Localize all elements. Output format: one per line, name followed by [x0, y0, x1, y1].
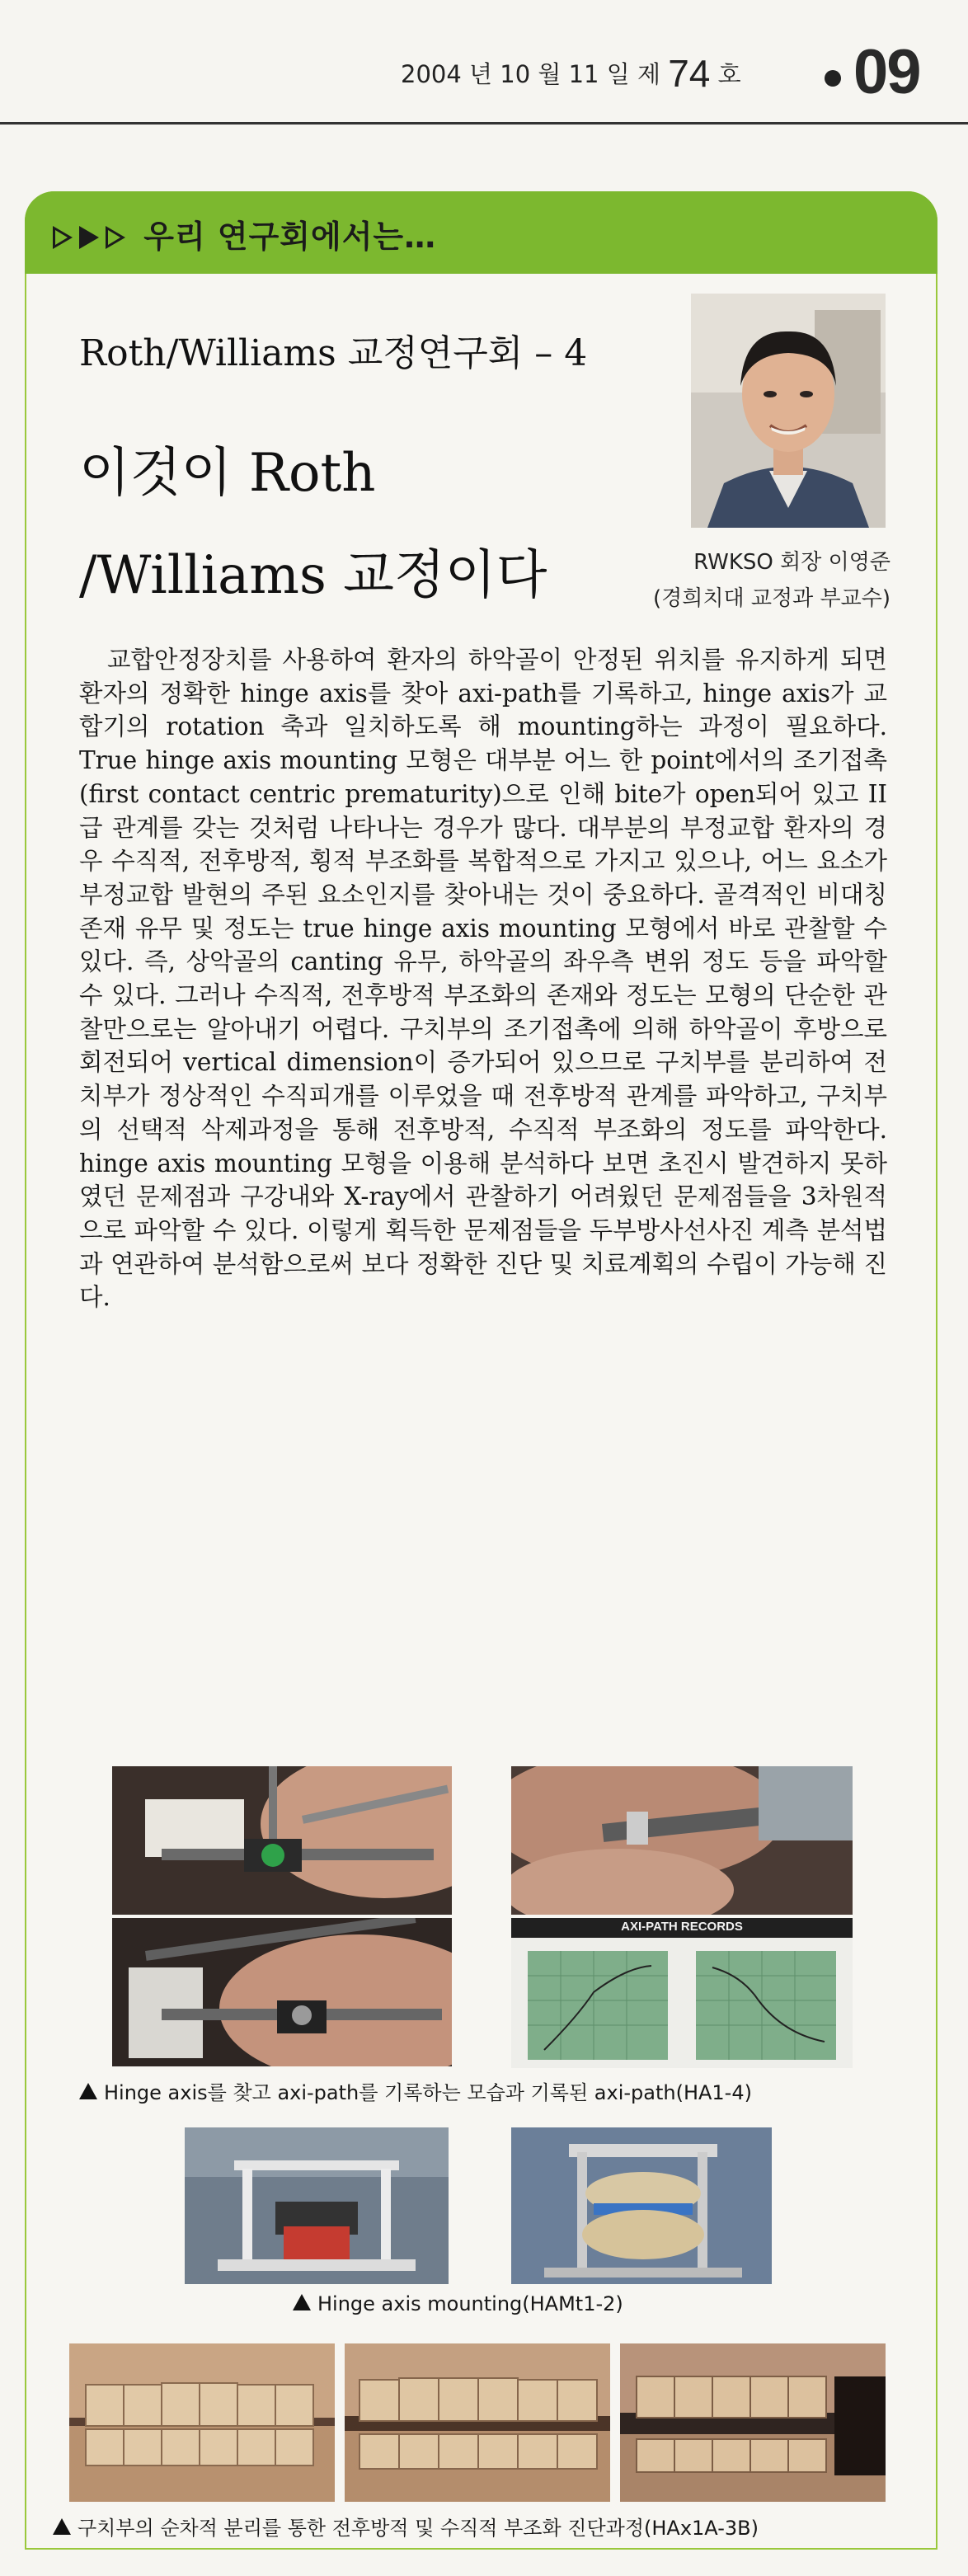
caption-figure-3-text: 구치부의 순차적 분리를 통한 전후방적 및 수직적 부조화 진단과정(HAx1A-3B) [78, 2517, 759, 2540]
section-banner [25, 191, 937, 274]
photo-axi-path-records-chart [511, 1918, 853, 2068]
issue-date-text: 2004 년 10 월 11 일 제 [401, 60, 660, 88]
issue-date [401, 51, 741, 96]
section-banner-label-wrap [53, 211, 436, 256]
triangle-outline-icon [53, 226, 73, 249]
triangle-outline-icon [106, 226, 125, 249]
triangle-solid-icon [79, 226, 99, 249]
caption-triangle-icon [53, 2518, 71, 2535]
caption-triangle-icon [79, 2083, 97, 2099]
page-header [0, 0, 968, 124]
caption-figure-1 [79, 2076, 752, 2105]
caption-figure-3 [53, 2512, 759, 2541]
caption-figure-2 [293, 2292, 623, 2315]
series-title: Roth/Williams 교정연구회 – 4 [79, 332, 588, 374]
author-portrait [691, 294, 886, 528]
photo-articulator-mounting-1 [185, 2127, 449, 2284]
section-banner-label: 우리 연구회에서는… [143, 219, 437, 255]
author-name: RWKSO 회장 이영준 [693, 550, 890, 575]
author-byline [577, 544, 890, 617]
photo-dental-model-2 [345, 2343, 610, 2502]
photo-axi-path-recording [511, 1766, 853, 1915]
caption-figure-1-text: Hinge axis를 찾고 axi-path를 기록하는 모습과 기록된 axi-path(HA1-4) [104, 2081, 752, 2104]
article-title-line1: 이것이 Roth [79, 443, 376, 504]
issue-suffix: 호 [717, 60, 741, 88]
bullet-dot-icon [825, 70, 841, 87]
photo-hinge-axis-facebow-2 [112, 1918, 452, 2066]
photo-dental-model-1 [69, 2343, 335, 2502]
article-body: 교합안정장치를 사용하여 환자의 하악골이 안정된 위치를 유지하게 되면 환자의 정확한 hinge axis를 찾아 axi-path를 기록하고, hinge axis가 교합기의 rotation 축과 일치하도록 해 mounting하는 과정이 필요하다. True hinge axis mounting 모형은 대부분 어느 한 point에서의 조기접촉(first contact centric prematurity)으로 인해 bite가 open되어 있고 II급 관계를 갖는 것처럼 나타나는 경우가 많다. 대부분의 부정교합 환자의 경우 수직적, 전후방적, 횡적 부조화를 복합적으로 가지고 있으나, 어느 요소가 부정교합 발현의 주된 요소인지를 찾아내는 것이 중요하다. 골격적인 비대칭 존재 유무 및 정도는 true hinge axis mounting 모형에서 바로 관찰할 수 있다. 즉, 상악골의 canting 유무, 하악골의 좌우측 변위 정도 등을 파악할 수 있다. 그러나 수직적, 전후방적 부조화의 존재와 정도는 모형의 단순한 관찰만으로는 알아내기 어렵다. 구치부의 조기접촉에 의해 하악골이 후방으로 회전되어 vertical dimension이 증가되어 있으므로 구치부를 분리하여 전치부가 정상적인 수직피개를 이루었을 때 전후방적 관계를 파악하고, 구치부의 선택적 삭제과정을 통해 전후방적, 수직적 부조화의 정도를 파악한다. hinge axis mounting 모형을 이용해 분석하다 보면 초진시 발견하지 못하였던 문제점과 구강내와 X-ray에서 관찰하기 어려웠던 문제점들을 3차원적으로 파악할 수 있다. 이렇게 획득한 문제점들을 두부방사선사진 계측 분석법과 연관하여 분석함으로써 보다 정확한 진단 및 치료계획의 수립이 가능해 진다. [79, 646, 887, 1312]
photo-hinge-axis-facebow-1 [112, 1766, 452, 1915]
page-number: 09 [853, 37, 920, 107]
photo-articulator-mounting-2 [511, 2127, 772, 2284]
article-title-line2: /Williams 교정이다 [79, 545, 547, 606]
caption-figure-2-text: Hinge axis mounting(HAMt1-2) [317, 2292, 623, 2315]
author-affiliation: (경희치대 교정과 부교수) [653, 586, 890, 611]
header-divider [0, 122, 968, 125]
axi-path-records-label: AXI-PATH RECORDS [621, 1920, 743, 1934]
caption-triangle-icon [293, 2294, 311, 2310]
issue-number: 74 [668, 52, 711, 95]
photo-dental-model-3 [620, 2343, 886, 2502]
article-title [79, 422, 607, 627]
